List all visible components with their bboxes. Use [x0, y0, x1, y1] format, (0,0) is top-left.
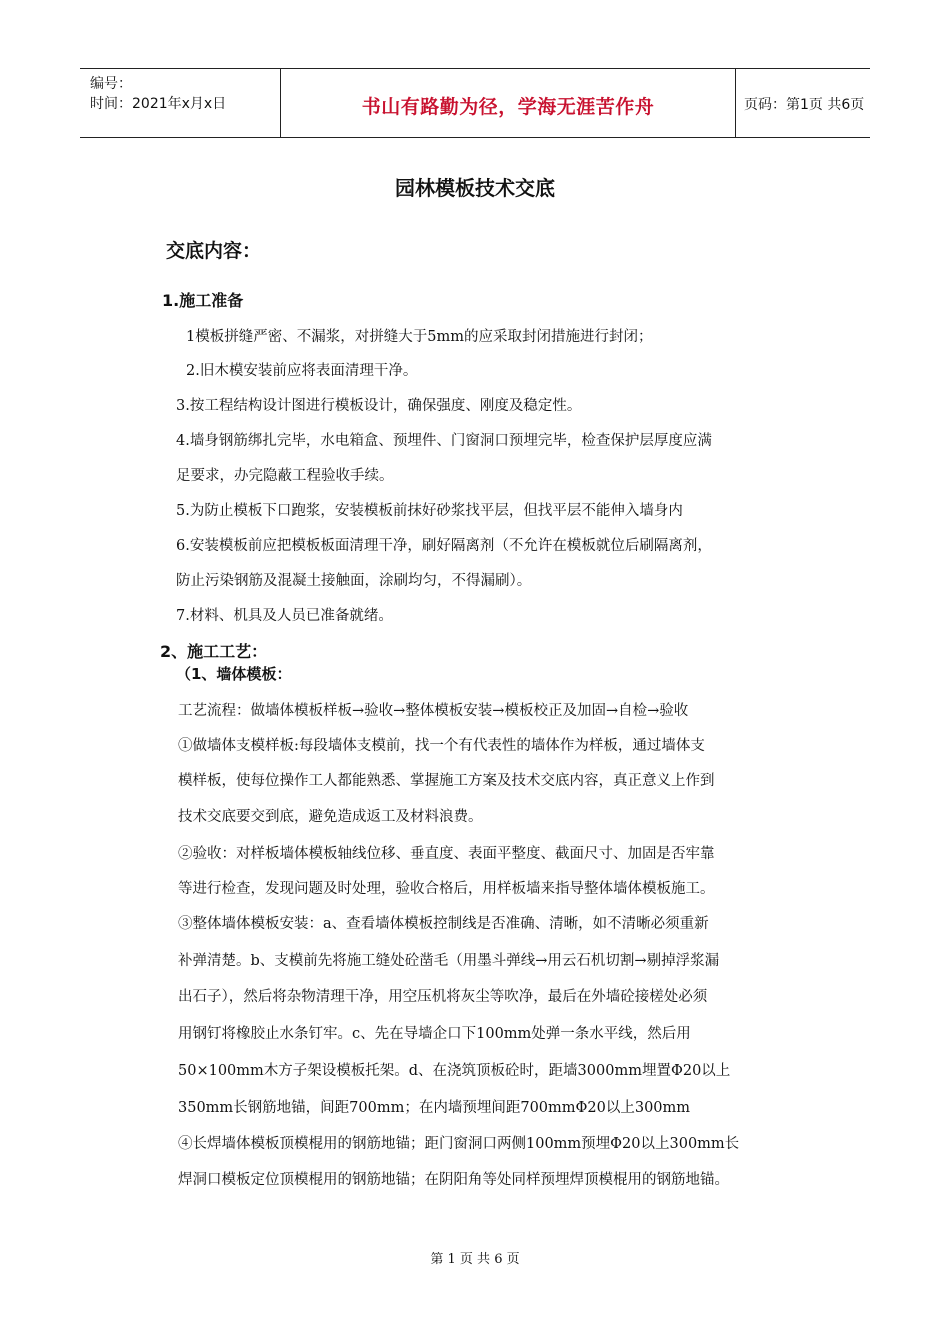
process-line: 模样板，使每位操作工人都能熟悉、掌握施工方案及技术交底内容，真正意义上作到 [178, 773, 715, 789]
section-label: 交底内容： [166, 240, 262, 262]
prep-line: 防止污染钢筋及混凝土接触面，涂刷均匀，不得漏刷）。 [176, 573, 532, 589]
header-page-cell [736, 69, 870, 137]
prep-line: 4.墙身钢筋绑扎完毕，水电箱盒、预埋件、门窗洞口预埋完毕，检查保护层厚度应满 [176, 433, 712, 449]
header-table [80, 68, 870, 138]
prep-line: 7.材料、机具及人员已准备就绪。 [176, 608, 393, 624]
document-number-label: 编号： [90, 76, 132, 92]
process-line: 等进行检查，发现问题及时处理，验收合格后，用样板墙来指导整体墙体模板施工。 [178, 881, 715, 897]
prep-line: 3.按工程结构设计图进行模板设计，确保强度、刚度及稳定性。 [176, 398, 582, 414]
process-heading: 2、施工工艺： [160, 642, 268, 661]
prep-heading: 1.施工准备 [162, 291, 244, 310]
prep-line: 2.旧木模安装前应将表面清理干净。 [186, 363, 418, 379]
process-line: ②验收：对样板墙体模板轴线位移、垂直度、表面平整度、截面尺寸、加固是否牢靠 [178, 846, 715, 862]
process-line: ③整体墙体模板安装：a、查看墙体模板控制线是否准确、清晰，如不清晰必须重新 [178, 916, 709, 932]
process-line: 50×100mm木方子架设模板托架。d、在浇筑顶板砼时，距墙3000mm埋置Φ20以上 [178, 1063, 731, 1079]
process-line: 350mm长钢筋地锚，间距700mm；在内墙预埋间距700mmΦ20以上300mm [178, 1100, 691, 1116]
process-line: 出石子），然后将杂物清理干净，用空压机将灰尘等吹净，最后在外墙砼接槎处必须 [178, 989, 708, 1005]
header-motto: 书山有路勤为径，学海无涯苦作舟 [361, 96, 655, 118]
process-line: ④长焊墙体模板顶模棍用的钢筋地锚；距门窗洞口两侧100mm预埋Φ20以上300mm长 [178, 1136, 740, 1152]
document-title: 园林模板技术交底 [395, 176, 555, 200]
process-line: 工艺流程：做墙体模板样板→验收→整体模板安装→模板校正及加固→自检→验收 [178, 703, 689, 719]
process-line: 焊洞口模板定位顶模棍用的钢筋地锚；在阴阳角等处同样预埋焊顶模棍用的钢筋地锚。 [178, 1172, 729, 1188]
process-line: 技术交底要交到底，避免造成返工及材料浪费。 [178, 809, 483, 825]
prep-line: 1模板拼缝严密、不漏浆，对拼缝大于5mm的应采取封闭措施进行封闭； [186, 329, 653, 345]
process-line: 用钢钉将橡胶止水条钉牢。c、先在导墙企口下100mm处弹一条水平线，然后用 [178, 1026, 691, 1042]
page-footer: 第 1 页 共 6 页 [430, 1252, 520, 1267]
process-line: ①做墙体支模样板:每段墙体支模前，找一个有代表性的墙体作为样板，通过墙体支 [178, 738, 705, 754]
prep-line: 6.安装模板前应把模板板面清理干净，刷好隔离剂（不允许在模板就位后刷隔离剂， [176, 538, 712, 554]
document-date-label: 时间：2021年x月x日 [90, 96, 227, 112]
prep-line: 足要求，办完隐蔽工程验收手续。 [176, 468, 394, 484]
header-motto-cell [280, 69, 736, 137]
process-line: 补弹清楚。b、支模前先将施工缝处砼凿毛（用墨斗弹线→用云石机切割→剔掉浮浆漏 [178, 953, 720, 969]
header-info-cell [80, 69, 280, 137]
prep-line: 5.为防止模板下口跑浆，安装模板前抹好砂浆找平层，但找平层不能伸入墙身内 [176, 503, 683, 519]
header-page-label: 页码：第1页 共6页 [744, 97, 865, 113]
wall-formwork-heading: （1、墙体模板： [176, 665, 292, 683]
